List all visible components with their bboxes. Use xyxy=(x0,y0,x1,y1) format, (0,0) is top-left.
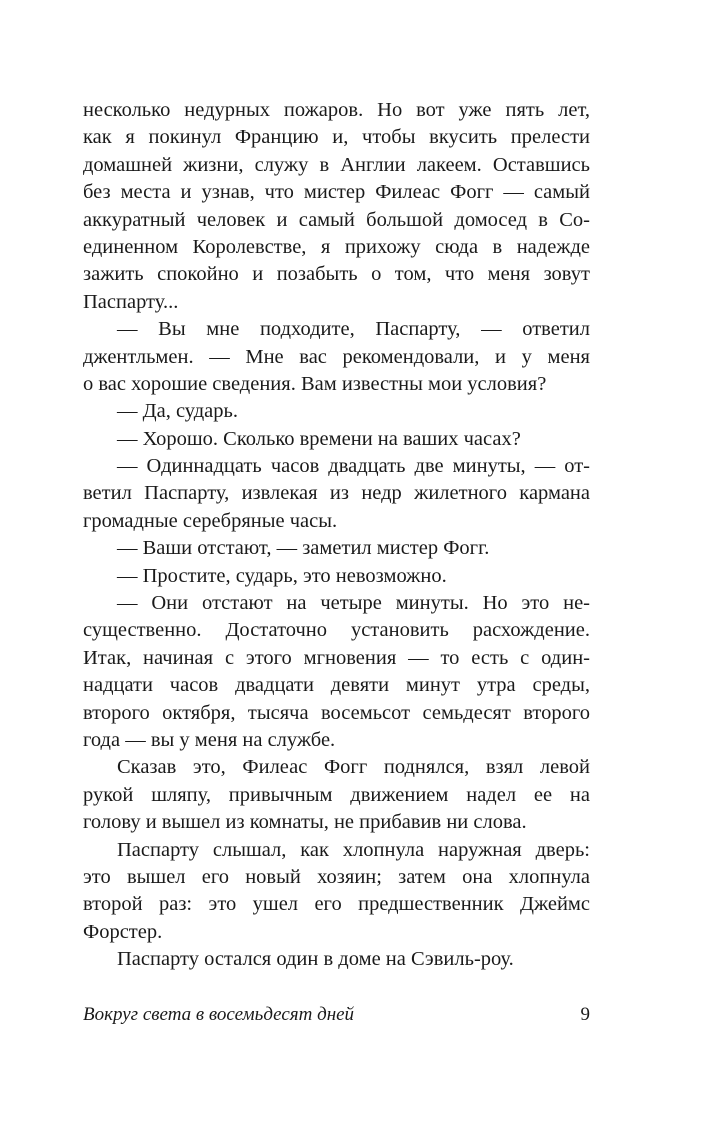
text-line: — Простите, сударь, это невозможно. xyxy=(117,564,447,587)
text-line: Паспарту... xyxy=(83,290,179,313)
text-line: — Да, сударь. xyxy=(117,400,238,423)
running-title: Вокруг света в восемьдесят дней xyxy=(83,1004,355,1025)
text-line: домашней жизни, служу в Англии лакеем. Оставшись xyxy=(83,153,590,176)
text-line: о вас хорошие сведения. Вам известны мои условия? xyxy=(83,372,547,395)
text-line: второй раз: это ушел его предшественник Джеймс xyxy=(83,893,590,916)
text-line: Форстер. xyxy=(83,920,163,943)
text-line: — Вы мне подходите, Паспарту, — ответил xyxy=(117,318,590,341)
text-line: ветил Паспарту, извлекая из недр жилетного кармана xyxy=(83,482,590,505)
page-body-text xyxy=(83,97,590,974)
page-number: 9 xyxy=(580,1004,590,1025)
text-line: без места и узнав, что мистер Филеас Фогг — самый xyxy=(83,181,590,204)
text-line: громадные серебряные часы. xyxy=(83,509,338,532)
text-line: джентльмен. — Мне вас рекомендовали, и у меня xyxy=(83,345,590,368)
text-line: — Одиннадцать часов двадцать две минуты, — от- xyxy=(117,455,590,478)
text-line: года — вы у меня на службе. xyxy=(83,728,336,751)
text-line: рукой шляпу, привычным движением надел ее на xyxy=(83,783,590,806)
text-line: второго октября, тысяча восемьсот семьдесят второго xyxy=(83,701,590,724)
text-line: существенно. Достаточно установить расхождение. xyxy=(83,619,590,642)
text-line: голову и вышел из комнаты, не прибавив ни слова. xyxy=(83,811,527,834)
text-line: аккуратный человек и самый большой домосед в Со- xyxy=(83,208,590,231)
text-line: Сказав это, Филеас Фогг поднялся, взял левой xyxy=(117,756,590,779)
text-line: зажить спокойно и позабыть о том, что меня зовут xyxy=(83,263,590,286)
text-line: это вышел его новый хозяин; затем она хлопнула xyxy=(83,865,590,888)
text-line: — Они отстают на четыре минуты. Но это не- xyxy=(117,592,590,615)
text-line: единенном Королевстве, я прихожу сюда в надежде xyxy=(83,235,590,258)
text-line: Итак, начиная с этого мгновения — то есть с один- xyxy=(83,646,590,669)
text-line: надцати часов двадцати девяти минут утра среды, xyxy=(83,674,590,697)
page-footer xyxy=(83,1004,590,1026)
text-line: как я покинул Францию и, чтобы вкусить прелести xyxy=(83,126,590,149)
text-line: — Ваши отстают, — заметил мистер Фогг. xyxy=(117,537,490,560)
text-line: Паспарту остался один в доме на Сэвиль-роу. xyxy=(117,948,514,971)
text-line: несколько недурных пожаров. Но вот уже пять лет, xyxy=(83,99,590,121)
text-line: Паспарту слышал, как хлопнула наружная дверь: xyxy=(117,838,590,861)
text-line: — Хорошо. Сколько времени на ваших часах? xyxy=(117,427,521,450)
